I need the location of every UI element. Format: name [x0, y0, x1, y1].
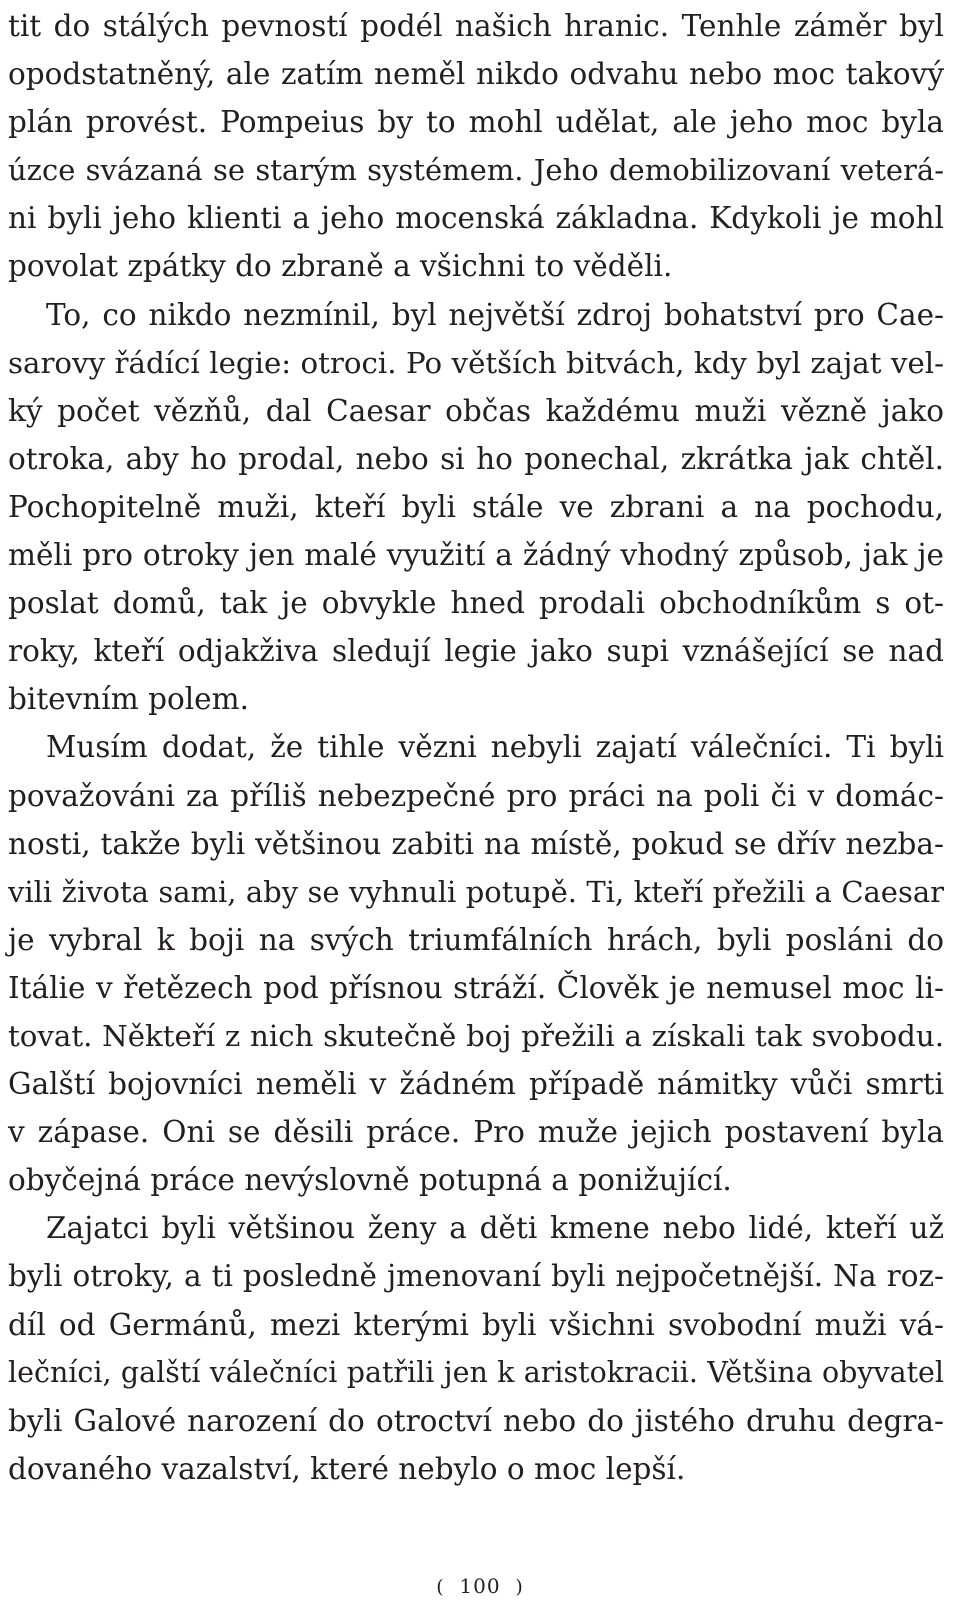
- text-line: byli otroky, a ti posledně jmenovaní byli nejpočetnější. Na roz-: [8, 1259, 944, 1294]
- text-line: bitevním polem.: [8, 682, 249, 717]
- text-line: opodstatněný, ale zatím neměl nikdo odvahu nebo moc takový: [8, 57, 944, 92]
- text-line: povolat zpátky do zbraně a všichni to věděli.: [8, 249, 673, 284]
- text-line: tit do stálých pevností podél našich hranic. Tenhle záměr byl: [8, 9, 944, 43]
- text-line: dovaného vazalství, které nebylo o moc lepší.: [8, 1451, 686, 1486]
- text-line: Galští bojovníci neměli v žádném případě námitky vůči smrti: [8, 1067, 944, 1102]
- text-line: Musím dodat, že tihle vězni nebyli zajatí válečníci. Ti byli: [46, 730, 944, 765]
- text-line: považováni za příliš nebezpečné pro práci na poli či v domác-: [8, 778, 944, 813]
- text-line: ký počet vězňů, dal Caesar občas každému muži vězně jako: [8, 393, 944, 428]
- text-line: díl od Germánů, mezi kterými byli všichni svobodní muži vá-: [8, 1307, 944, 1342]
- text-line: Zajatci byli většinou ženy a děti kmene nebo lidé, kteří už: [46, 1211, 944, 1246]
- text-line: nosti, takže byli většinou zabiti na místě, pokud se dřív nezba-: [8, 826, 944, 861]
- paragraph: [8, 723, 944, 1204]
- text-line: sarovy řádící legie: otroci. Po větších bitvách, kdy byl zajat vel-: [8, 345, 944, 380]
- text-line: úzce svázaná se starým systémem. Jeho demobilizovaní veterá-: [8, 153, 944, 188]
- body-text: [8, 2, 944, 1493]
- text-line: roky, kteří odjakživa sledují legie jako supi vznášející se nad: [8, 634, 944, 669]
- text-line: Itálie v řetězech pod přísnou stráží. Člověk je nemusel moc li-: [8, 970, 944, 1005]
- text-line: plán provést. Pompeius by to mohl udělat, ale jeho moc byla: [8, 105, 944, 140]
- text-line: otroka, aby ho prodal, nebo si ho ponechal, zkrátka jak chtěl.: [8, 441, 944, 476]
- text-line: Pochopitelně muži, kteří byli stále ve zbrani a na pochodu,: [8, 489, 944, 524]
- folio-close-paren: ): [515, 1576, 524, 1598]
- text-line: lečníci, galští válečníci patřili jen k aristokracii. Většina obyvatel: [8, 1355, 944, 1389]
- text-line: vili života sami, aby se vyhnuli potupě. Ti, kteří přežili a Caesar: [8, 874, 944, 909]
- paragraph: [8, 291, 944, 724]
- text-line: v zápase. Oni se děsili práce. Pro muže jejich postavení byla: [8, 1115, 944, 1150]
- page-number: [0, 1574, 960, 1598]
- text-line: měli pro otroky jen malé využití a žádný vhodný způsob, jak je: [8, 538, 944, 573]
- text-line: obyčejná práce nevýslovně potupná a ponižující.: [8, 1163, 732, 1198]
- paragraph: [8, 1204, 944, 1493]
- text-line: byli Galové narození do otroctví nebo do jistého druhu degra-: [8, 1403, 944, 1438]
- text-line: ni byli jeho klienti a jeho mocenská základna. Kdykoli je mohl: [8, 201, 944, 236]
- paragraph: [8, 2, 944, 291]
- text-line: To, co nikdo nezmínil, byl největší zdroj bohatství pro Cae-: [46, 297, 944, 332]
- text-line: je vybral k boji na svých triumfálních hrách, byli posláni do: [8, 922, 944, 957]
- folio-number: 100: [459, 1574, 501, 1598]
- text-line: tovat. Někteří z nich skutečně boj přežili a získali tak svobodu.: [8, 1018, 944, 1053]
- text-line: poslat domů, tak je obvykle hned prodali obchodníkům s ot-: [8, 586, 944, 621]
- folio-open-paren: (: [436, 1576, 445, 1598]
